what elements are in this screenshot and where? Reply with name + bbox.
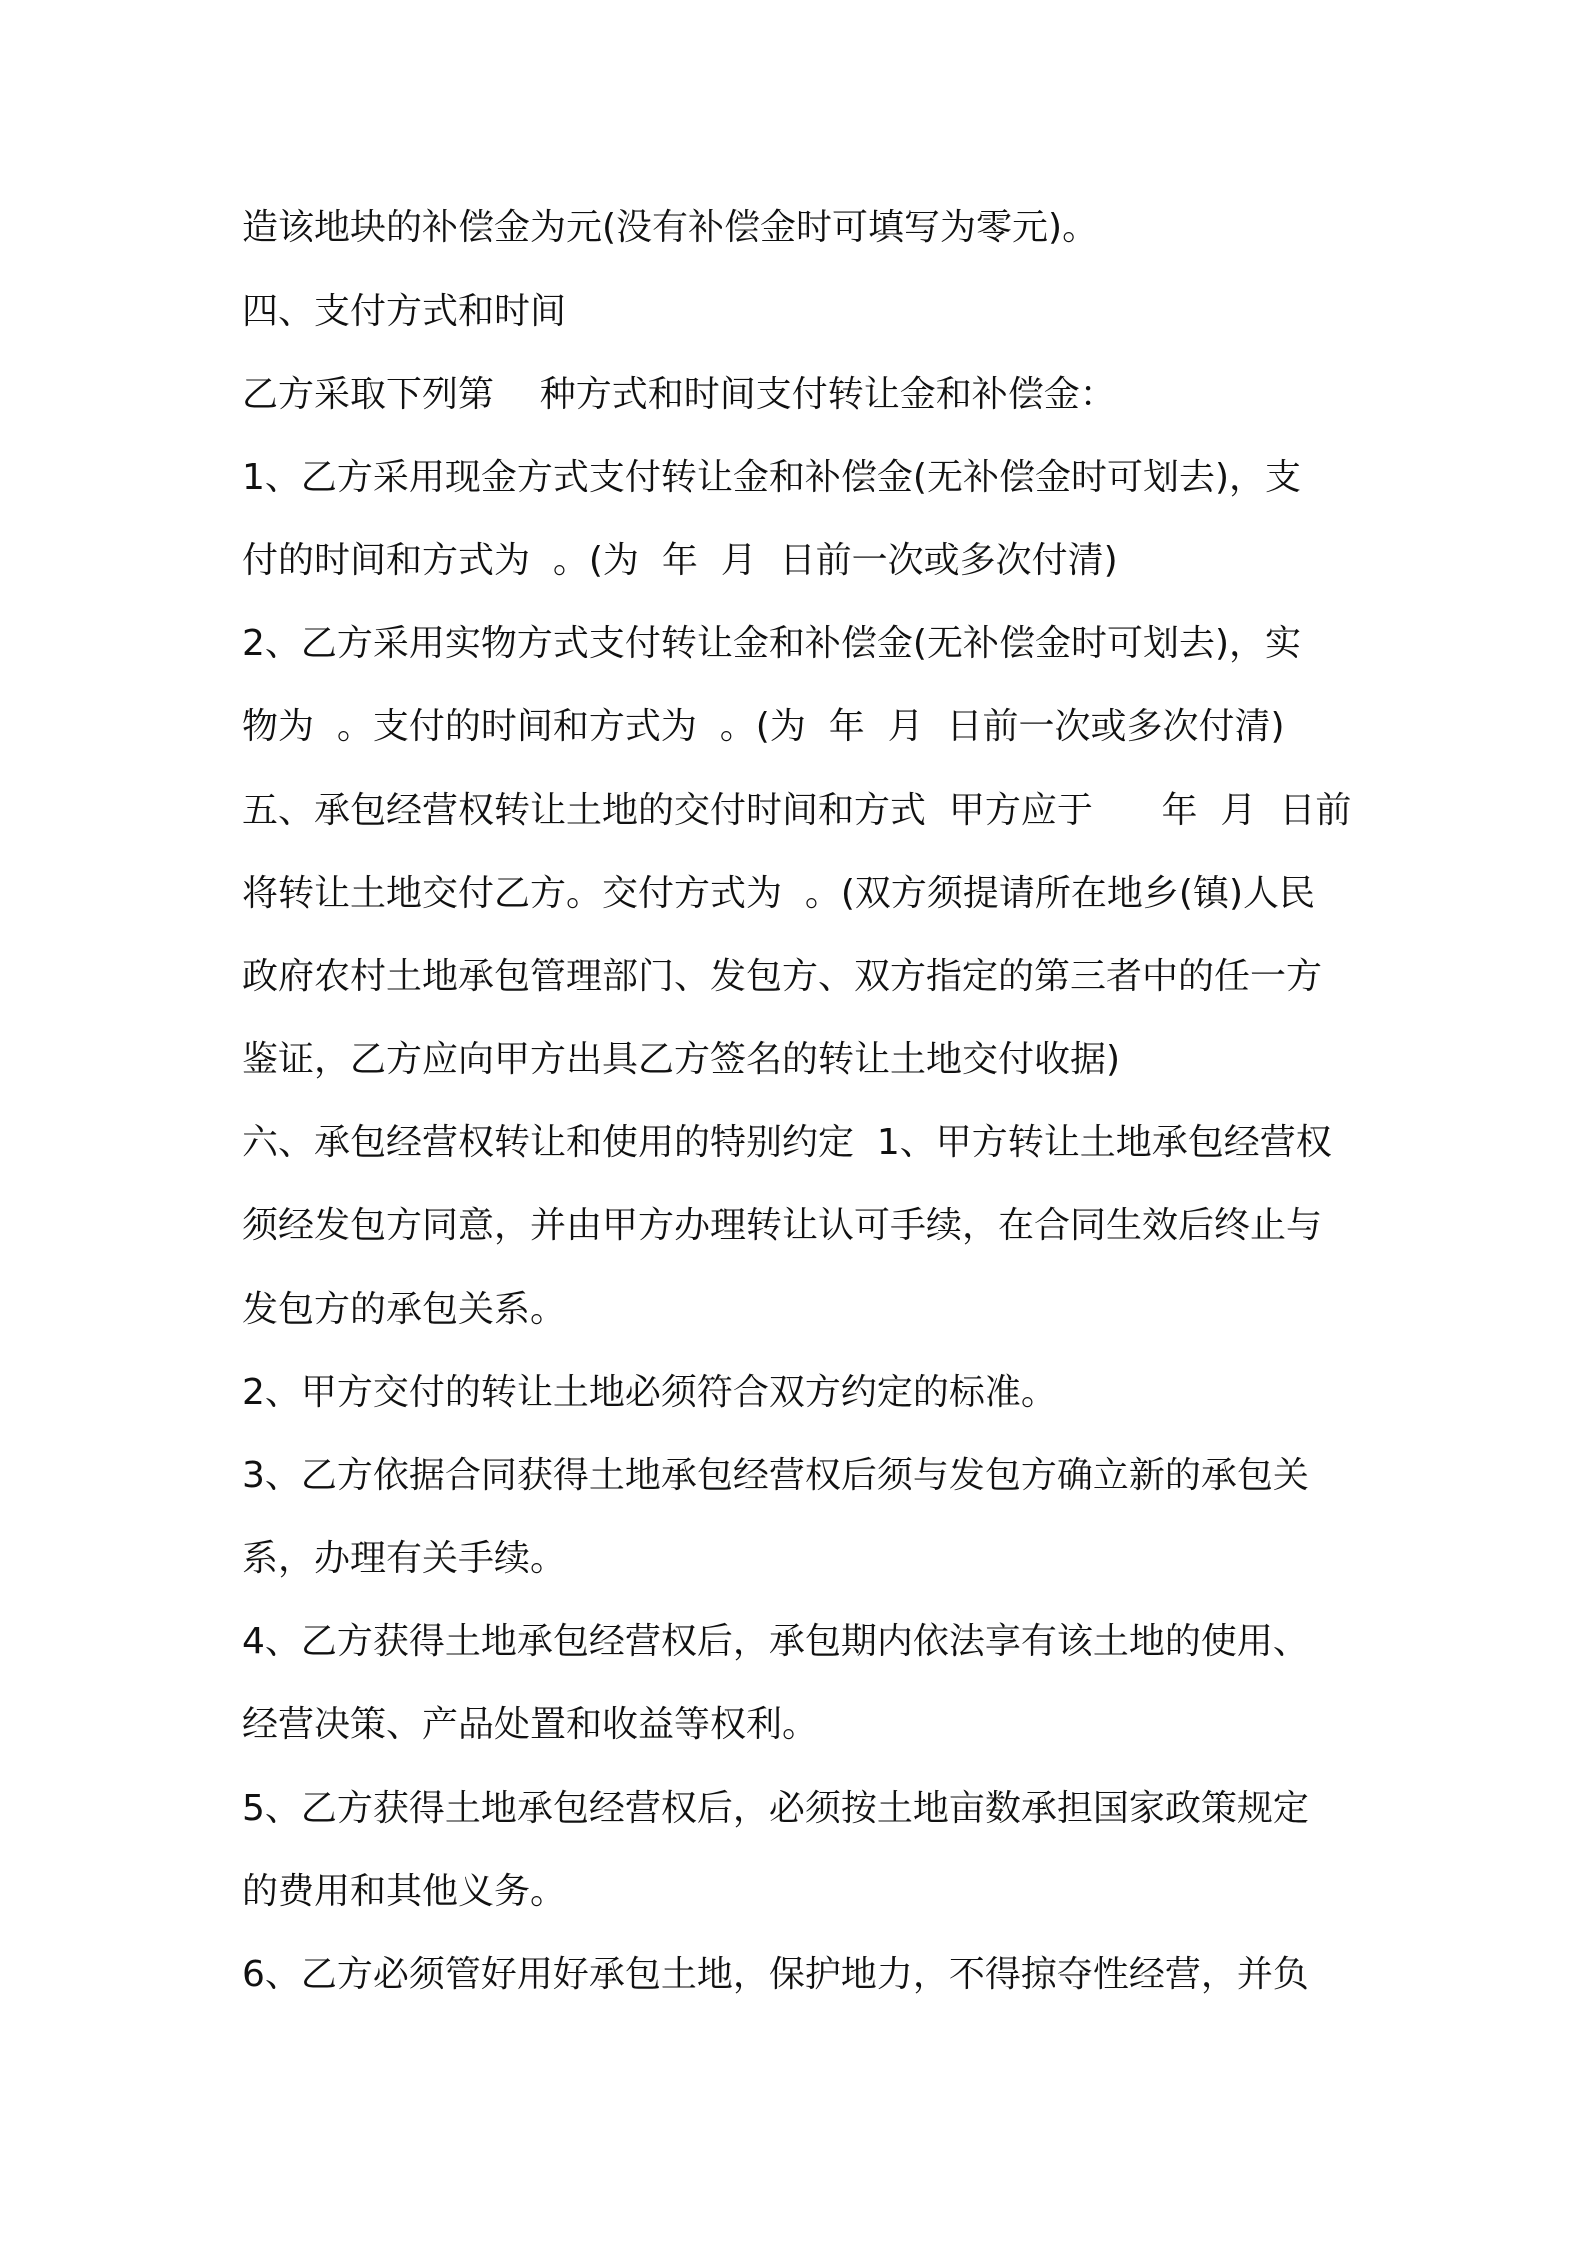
text-line: 发包方的承包关系。 bbox=[242, 1289, 567, 1330]
text-line: 鉴证，乙方应向甲方出具乙方签名的转让土地交付收据) bbox=[242, 1039, 1121, 1080]
text-line: 造该地块的补偿金为元(没有补偿金时可填写为零元)。 bbox=[242, 207, 1099, 248]
text-line: 1、乙方采用现金方式支付转让金和补偿金(无补偿金时可划去)，支 bbox=[242, 457, 1301, 498]
text-line: 3、乙方依据合同获得土地承包经营权后须与发包方确立新的承包关 bbox=[242, 1455, 1309, 1496]
text-line: 系，办理有关手续。 bbox=[242, 1538, 567, 1579]
text-line: 政府农村土地承包管理部门、发包方、双方指定的第三者中的任一方 bbox=[242, 956, 1323, 997]
text-line: 5、乙方获得土地承包经营权后，必须按土地亩数承担国家政策规定 bbox=[242, 1788, 1309, 1829]
section-heading: 六、承包经营权转让和使用的特别约定 1、甲方转让土地承包经营权 bbox=[242, 1122, 1332, 1163]
text-line: 2、乙方采用实物方式支付转让金和补偿金(无补偿金时可划去)，实 bbox=[242, 623, 1301, 664]
text-line: 物为 。支付的时间和方式为 。(为 年 月 日前一次或多次付清) bbox=[242, 706, 1285, 747]
text-line: 须经发包方同意，并由甲方办理转让认可手续，在合同生效后终止与 bbox=[242, 1205, 1323, 1246]
text-line: 4、乙方获得土地承包经营权后，承包期内依法享有该土地的使用、 bbox=[242, 1621, 1309, 1662]
text-line: 付的时间和方式为 。(为 年 月 日前一次或多次付清) bbox=[242, 540, 1118, 581]
text-line: 的费用和其他义务。 bbox=[242, 1871, 567, 1912]
text-line: 经营决策、产品处置和收益等权利。 bbox=[242, 1704, 819, 1745]
section-heading: 四、支付方式和时间 bbox=[242, 291, 567, 332]
section-heading: 五、承包经营权转让土地的交付时间和方式 甲方应于 年 月 日前 bbox=[242, 790, 1352, 831]
text-line: 将转让土地交付乙方。交付方式为 。(双方须提请所在地乡(镇)人民 bbox=[242, 873, 1316, 914]
text-line: 2、甲方交付的转让土地必须符合双方约定的标准。 bbox=[242, 1372, 1057, 1413]
text-line: 乙方采取下列第 种方式和时间支付转让金和补偿金： bbox=[242, 374, 1116, 415]
text-line: 6、乙方必须管好用好承包土地，保护地力，不得掠夺性经营，并负 bbox=[242, 1954, 1309, 1995]
